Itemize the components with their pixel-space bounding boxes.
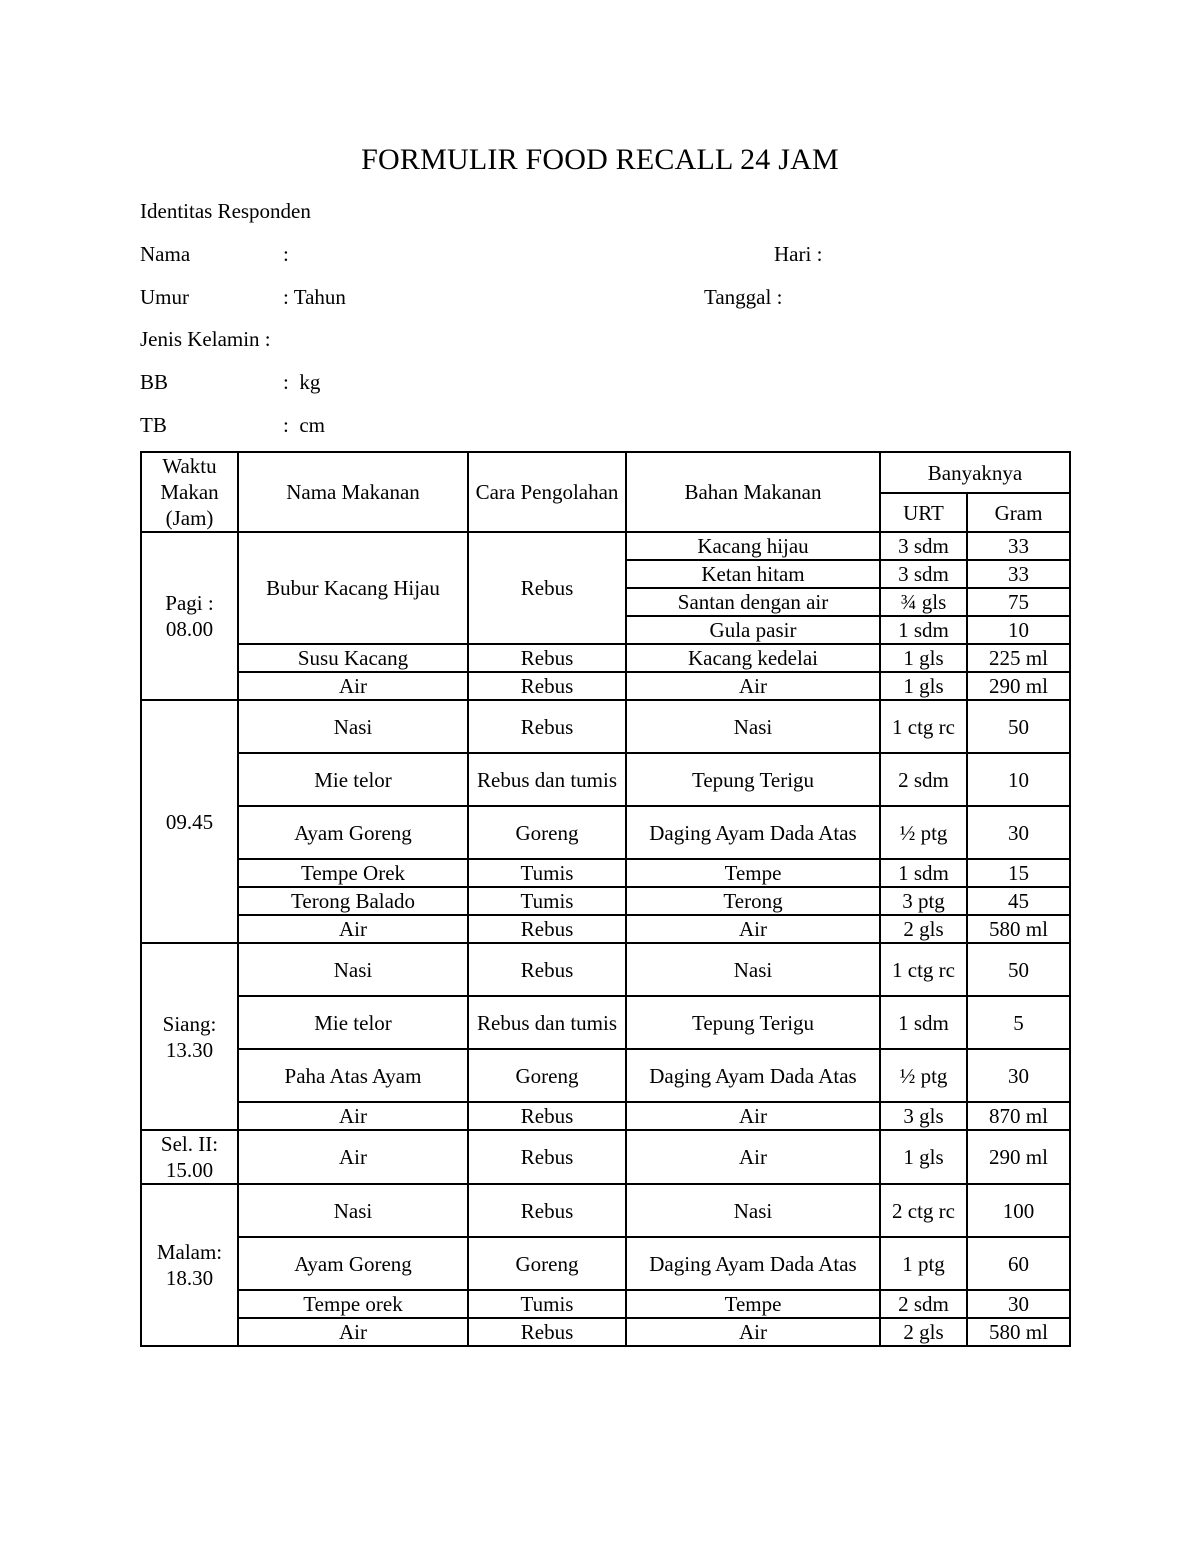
method-cell: Rebus dan tumis: [468, 753, 626, 806]
gram-cell: 10: [967, 616, 1070, 644]
urt-cell: 1 gls: [880, 1130, 967, 1184]
table-row: [141, 1290, 1070, 1318]
ingredient-cell: Air: [626, 915, 880, 943]
method-cell: Rebus: [468, 943, 626, 996]
gram-cell: 10: [967, 753, 1070, 806]
ingredient-cell: Terong: [626, 887, 880, 915]
tb-row: [140, 412, 540, 438]
method-cell: Tumis: [468, 1290, 626, 1318]
bb-row: [140, 369, 540, 395]
ingredient-cell: Santan dengan air: [626, 588, 880, 616]
ingredient-cell: Daging Ayam Dada Atas: [626, 1237, 880, 1290]
food-name-cell: Air: [238, 915, 468, 943]
gram-cell: 33: [967, 532, 1070, 560]
header-bahan-makanan: Bahan Makanan: [626, 452, 880, 532]
table-row: [141, 1102, 1070, 1130]
urt-cell: ½ ptg: [880, 1049, 967, 1102]
gram-cell: 30: [967, 1290, 1070, 1318]
food-name-cell: Nasi: [238, 700, 468, 753]
food-name-cell: Air: [238, 672, 468, 700]
food-name-cell: Air: [238, 1130, 468, 1184]
gram-cell: 75: [967, 588, 1070, 616]
method-cell: Rebus dan tumis: [468, 996, 626, 1049]
gram-cell: 15: [967, 859, 1070, 887]
table-row: [141, 672, 1070, 700]
table-row: [141, 1237, 1070, 1290]
ingredient-cell: Air: [626, 672, 880, 700]
header-cara-pengolahan: Cara Pengolahan: [468, 452, 626, 532]
ingredient-cell: Tempe: [626, 1290, 880, 1318]
table-row: [141, 1049, 1070, 1102]
gram-cell: 870 ml: [967, 1102, 1070, 1130]
method-cell: Rebus: [468, 1184, 626, 1237]
gram-cell: 580 ml: [967, 915, 1070, 943]
header-urt: URT: [880, 493, 967, 532]
ingredient-cell: Nasi: [626, 1184, 880, 1237]
method-cell: Goreng: [468, 806, 626, 859]
header-banyaknya: Banyaknya: [880, 452, 1070, 493]
nama-row: [140, 241, 840, 267]
urt-cell: 3 sdm: [880, 560, 967, 588]
food-name-cell: Mie telor: [238, 753, 468, 806]
meal-time-cell: Siang: 13.30: [141, 943, 238, 1130]
food-name-cell: Tempe orek: [238, 1290, 468, 1318]
urt-cell: 1 gls: [880, 672, 967, 700]
urt-cell: 2 sdm: [880, 1290, 967, 1318]
urt-cell: 1 sdm: [880, 996, 967, 1049]
page-title: FORMULIR FOOD RECALL 24 JAM: [361, 143, 839, 176]
food-name-cell: Ayam Goreng: [238, 1237, 468, 1290]
ingredient-cell: Tempe: [626, 859, 880, 887]
table-row: [141, 753, 1070, 806]
method-cell: Tumis: [468, 859, 626, 887]
tb-label: TB: [140, 413, 167, 437]
header-nama-makanan: Nama Makanan: [238, 452, 468, 532]
food-name-cell: Mie telor: [238, 996, 468, 1049]
table-row: [141, 532, 1070, 560]
method-cell: Goreng: [468, 1237, 626, 1290]
gram-cell: 33: [967, 560, 1070, 588]
method-cell: Rebus: [468, 532, 626, 644]
food-recall-table: [140, 451, 1071, 1347]
ingredient-cell: Ketan hitam: [626, 560, 880, 588]
urt-cell: 1 sdm: [880, 859, 967, 887]
urt-cell: 1 gls: [880, 644, 967, 672]
method-cell: Goreng: [468, 1049, 626, 1102]
gram-cell: 580 ml: [967, 1318, 1070, 1346]
food-name-cell: Tempe Orek: [238, 859, 468, 887]
urt-cell: 3 sdm: [880, 532, 967, 560]
gram-cell: 290 ml: [967, 1130, 1070, 1184]
table-row: [141, 915, 1070, 943]
ingredient-cell: Daging Ayam Dada Atas: [626, 806, 880, 859]
tb-value: : cm: [283, 413, 325, 437]
table-row: [141, 644, 1070, 672]
hari-label: Hari :: [774, 242, 823, 266]
urt-cell: 1 sdm: [880, 616, 967, 644]
urt-cell: ½ ptg: [880, 806, 967, 859]
urt-cell: 2 ctg rc: [880, 1184, 967, 1237]
ingredient-cell: Air: [626, 1318, 880, 1346]
method-cell: Rebus: [468, 1102, 626, 1130]
jenis-kelamin-label: Jenis Kelamin :: [140, 327, 271, 351]
jenis-kelamin-row: [140, 326, 540, 352]
food-name-cell: Nasi: [238, 1184, 468, 1237]
food-name-cell: Bubur Kacang Hijau: [238, 532, 468, 644]
method-cell: Rebus: [468, 644, 626, 672]
food-name-cell: Susu Kacang: [238, 644, 468, 672]
ingredient-cell: Daging Ayam Dada Atas: [626, 1049, 880, 1102]
food-name-cell: Ayam Goreng: [238, 806, 468, 859]
urt-cell: 3 gls: [880, 1102, 967, 1130]
urt-cell: 2 gls: [880, 915, 967, 943]
bb-value: : kg: [283, 370, 321, 394]
table-row: [141, 1130, 1070, 1184]
identity-heading: Identitas Responden: [140, 199, 311, 223]
gram-cell: 30: [967, 806, 1070, 859]
method-cell: Rebus: [468, 1318, 626, 1346]
method-cell: Rebus: [468, 1130, 626, 1184]
gram-cell: 50: [967, 943, 1070, 996]
method-cell: Tumis: [468, 887, 626, 915]
urt-cell: ¾ gls: [880, 588, 967, 616]
nama-label: Nama: [140, 242, 191, 266]
ingredient-cell: Air: [626, 1102, 880, 1130]
urt-cell: 3 ptg: [880, 887, 967, 915]
urt-cell: 2 gls: [880, 1318, 967, 1346]
gram-cell: 30: [967, 1049, 1070, 1102]
method-cell: Rebus: [468, 700, 626, 753]
table-row: [141, 806, 1070, 859]
table-row: [141, 859, 1070, 887]
gram-cell: 45: [967, 887, 1070, 915]
table-row: [141, 1184, 1070, 1237]
food-name-cell: Air: [238, 1318, 468, 1346]
meal-time-cell: Sel. II: 15.00: [141, 1130, 238, 1184]
urt-cell: 1 ptg: [880, 1237, 967, 1290]
gram-cell: 5: [967, 996, 1070, 1049]
table-row: [141, 700, 1070, 753]
umur-row: [140, 284, 840, 310]
meal-time-cell: Pagi : 08.00: [141, 532, 238, 700]
umur-label: Umur: [140, 285, 189, 309]
meal-time-cell: 09.45: [141, 700, 238, 943]
method-cell: Rebus: [468, 672, 626, 700]
table-row: [141, 943, 1070, 996]
ingredient-cell: Gula pasir: [626, 616, 880, 644]
gram-cell: 225 ml: [967, 644, 1070, 672]
gram-cell: 50: [967, 700, 1070, 753]
table-row: [141, 1318, 1070, 1346]
bb-label: BB: [140, 370, 169, 394]
food-name-cell: Air: [238, 1102, 468, 1130]
gram-cell: 290 ml: [967, 672, 1070, 700]
urt-cell: 2 sdm: [880, 753, 967, 806]
ingredient-cell: Tepung Terigu: [626, 996, 880, 1049]
gram-cell: 100: [967, 1184, 1070, 1237]
table-row: [141, 887, 1070, 915]
food-name-cell: Terong Balado: [238, 887, 468, 915]
header-gram: Gram: [967, 493, 1070, 532]
ingredient-cell: Nasi: [626, 700, 880, 753]
gram-cell: 60: [967, 1237, 1070, 1290]
ingredient-cell: Air: [626, 1130, 880, 1184]
ingredient-cell: Kacang hijau: [626, 532, 880, 560]
urt-cell: 1 ctg rc: [880, 943, 967, 996]
ingredient-cell: Tepung Terigu: [626, 753, 880, 806]
tanggal-label: Tanggal :: [704, 285, 783, 309]
food-name-cell: Nasi: [238, 943, 468, 996]
umur-value: : Tahun: [283, 285, 346, 309]
ingredient-cell: Kacang kedelai: [626, 644, 880, 672]
meal-time-cell: Malam: 18.30: [141, 1184, 238, 1346]
urt-cell: 1 ctg rc: [880, 700, 967, 753]
method-cell: Rebus: [468, 915, 626, 943]
ingredient-cell: Nasi: [626, 943, 880, 996]
nama-value: :: [283, 242, 289, 266]
food-name-cell: Paha Atas Ayam: [238, 1049, 468, 1102]
header-waktu-makan: Waktu Makan (Jam): [141, 452, 238, 532]
table-row: [141, 996, 1070, 1049]
